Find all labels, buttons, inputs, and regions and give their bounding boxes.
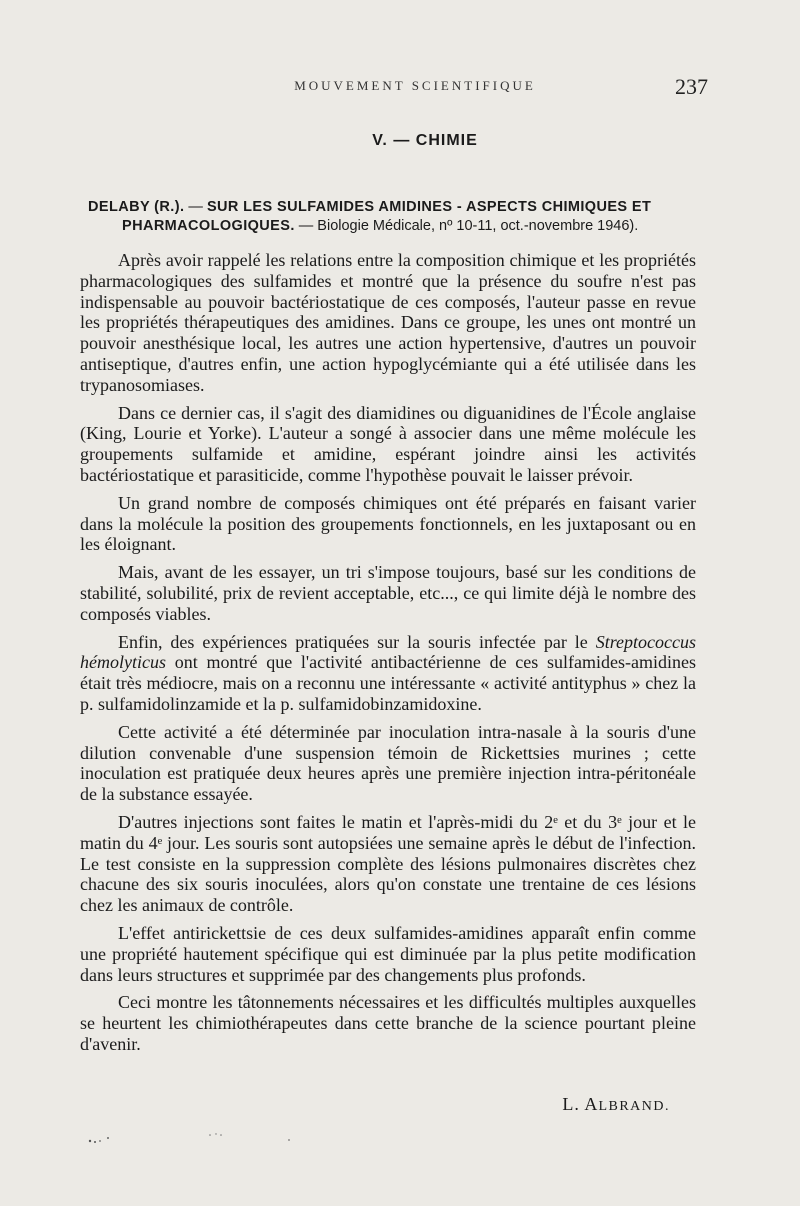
- species-name: Streptococcus hémolyticus: [80, 631, 696, 673]
- print-specks: [86, 1132, 336, 1146]
- section-heading: V. — CHIMIE: [372, 132, 478, 149]
- citation-title-part1: SUR LES SULFAMIDES AMIDINES - ASPECTS CHIMIQUES ET: [206, 199, 652, 215]
- citation-source: — Biologie Médicale, nº 10-11, oct.-novembre 1946).: [294, 218, 639, 234]
- page-number: 237: [675, 74, 708, 99]
- paragraph-9: Ceci montre les tâtonnements nécessaires et les difficultés multiples auxquelles se heurtent les chimiothérapeutes dans cette branche de la science pourtant pleine d'avenir.: [80, 992, 696, 1054]
- citation-line-1: [88, 198, 698, 217]
- citation: [88, 198, 698, 236]
- paragraph-5: [80, 632, 696, 715]
- citation-author: DELABY (R.).: [88, 199, 185, 215]
- paragraph-7: D'autres injections sont faites le matin et l'après-midi du 2ᵉ et du 3ᵉ jour et le matin du 4ᵉ jour. Les souris sont autopsiées une semaine après le début de l'infection. Le test consiste en la suppression complète des lésions pulmonaires discrètes chez chacune des six souris inoculées, alors qu'on constate une trentaine de ces lésions chez les animaux de contrôle.: [80, 811, 696, 916]
- paragraph-4: Mais, avant de les essayer, un tri s'impose toujours, basé sur les conditions de stabilité, solubilité, prix de revient acceptable, etc..., ce qui limite déjà le nombre des composés viables.: [80, 562, 696, 624]
- paragraph-3: Un grand nombre de composés chimiques ont été préparés en faisant varier dans la molécule la position des groupements fonctionnels, en les juxtaposant ou en les éloignant.: [80, 492, 696, 555]
- paragraph-6: Cette activité a été déterminée par inoculation intra-nasale à la souris d'une dilution convenable d'une suspension témoin de Rickettsies murines ; cette inoculation est pratiquée deux heures après une première injection intra-péritonéale de la substance essayée.: [80, 721, 696, 805]
- running-header: [0, 74, 800, 98]
- paragraph-5-text-a: Enfin, des expériences pratiquées sur la souris infectée par le: [118, 631, 596, 652]
- article-body: [80, 250, 696, 1062]
- citation-title-part2: PHARMACOLOGIQUES.: [122, 218, 295, 234]
- paragraph-1: Après avoir rappelé les relations entre la composition chimique et les propriétés pharmacologiques des sulfamides et montré que la présence du soufre n'est pas indispensable au pouvoir bactériostatique de ces composés, l'auteur passe en revue les propriétés thérapeutiques des amidines. Dans ce groupe, les unes ont montré un pouvoir anesthésique local, les autres une action hypertensive, d'autres un pouvoir antiseptique, d'autres enfin, une action hypoglycémiante qui a été utilisée dans les trypanosomiases.: [80, 250, 696, 395]
- signature-rest: LBRAND.: [598, 1099, 670, 1114]
- author-signature: [562, 1094, 670, 1115]
- paragraph-5-text-b: ont montré que l'activité antibactérienne de ces sulfamides-amidines était très médiocre, mais on a reconnu une intéressante « activité antityphus » chez la p. sulfamidolinzamide et la p. sulfamidobinzamidoxine.: [80, 652, 696, 714]
- running-title: MOUVEMENT SCIENTIFIQUE: [294, 78, 536, 93]
- citation-dash: —: [184, 199, 207, 215]
- citation-line-2: [88, 217, 698, 236]
- signature-initial: L. A: [562, 1094, 599, 1114]
- paragraph-2: Dans ce dernier cas, il s'agit des diamidines ou diguanidines de l'École anglaise (King, Lourie et Yorke). L'auteur a songé à associer dans une même molécule les groupements sulfamide et amidine, espérant joindre ainsi les activités bactériostatique et parasiticide, comme l'hypothèse pouvait le laisser prévoir.: [80, 402, 696, 485]
- paragraph-8: L'effet antirickettsie de ces deux sulfamides-amidines apparaît enfin comme une propriété hautement spécifique qui est diminuée par la plus petite modification dans leurs structures et supprimée par des changements plus profonds.: [80, 922, 696, 985]
